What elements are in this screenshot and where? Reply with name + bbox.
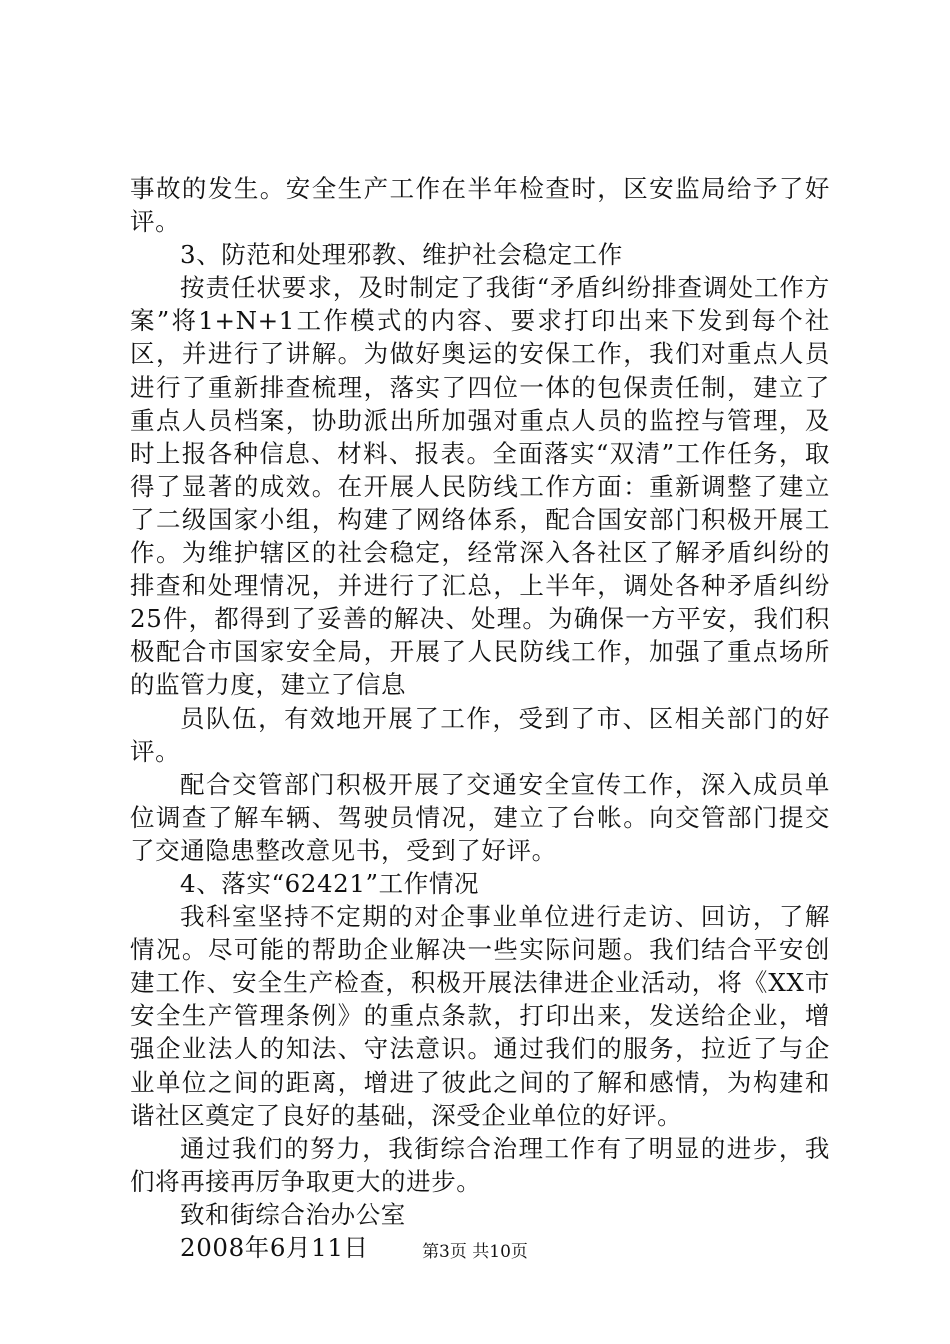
- document-body: [130, 172, 830, 1264]
- paragraph-stability-work: 按责任状要求，及时制定了我街“矛盾纠纷排查调处工作方案”将1+N+1工作模式的内容、要求打印出来下发到每个社区，并进行了讲解。为做好奥运的安保工作，我们对重点人员进行了重新排查梳理，落实了四位一体的包保责任制，建立了重点人员档案，协助派出所加强对重点人员的监控与管理，及时上报各种信息、材料、报表。全面落实“双清”工作任务，取得了显著的成效。在开展人民防线工作方面：重新调整了建立了二级国家小组，构建了网络体系，配合国安部门积极开展工作。为维护辖区的社会稳定，经常深入各社区了解矛盾纠纷的排查和处理情况，并进行了汇总，上半年，调处各种矛盾纠纷25件，都得到了妥善的解决、处理。为确保一方平安，我们积极配合市国家安全局，开展了人民防线工作，加强了重点场所的监管力度，建立了信息: [130, 273, 830, 700]
- paragraph-enterprise-visits: 我科室坚持不定期的对企事业单位进行走访、回访，了解情况。尽可能的帮助企业解决一些实际问题。我们结合平安创建工作、安全生产检查，积极开展法律进企业活动，将《XX市安全生产管理条例》的重点条款，打印出来，发送给企业，增强企业法人的知法、守法意识。通过我们的服务，拉近了与企业单位之间的距离，增进了彼此之间的了解和感情，为构建和谐社区奠定了良好的基础，深受企业单位的好评。: [130, 902, 830, 1130]
- signature-date: 2008年6月11日: [180, 1233, 369, 1262]
- section-heading-4: 4、落实“62421”工作情况: [180, 868, 480, 898]
- paragraph-conclusion: 通过我们的努力，我街综合治理工作有了明显的进步，我们将再接再厉争取更大的进步。: [130, 1133, 830, 1196]
- paragraph-continuation: 事故的发生。安全生产工作在半年检查时，区安监局给予了好评。: [130, 174, 830, 237]
- paragraph-traffic-safety: 配合交管部门积极开展了交通安全宣传工作，深入成员单位调查了解车辆、驾驶员情况，建立了台帐。向交管部门提交了交通隐患整改意见书，受到了好评。: [130, 769, 830, 865]
- signature-office: 致和街综合治办公室: [180, 1199, 406, 1229]
- page-number-footer: 第3页 共10页: [422, 1242, 528, 1262]
- paragraph-information-team: 员队伍，有效地开展了工作，受到了市、区相关部门的好评。: [130, 703, 830, 766]
- section-heading-3: 3、防范和处理邪教、维护社会稳定工作: [180, 240, 623, 270]
